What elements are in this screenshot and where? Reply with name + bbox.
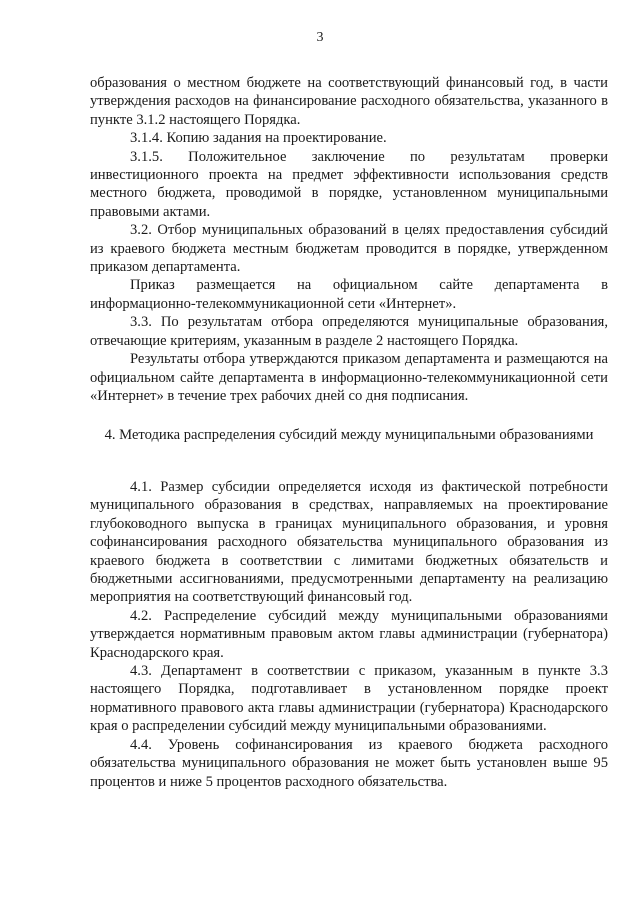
paragraph-3-1-4: 3.1.4. Копию задания на проектирование. <box>130 130 387 147</box>
paragraph-3-1-5: 3.1.5. Положительное заключение по результатам проверки инвестиционного проекта на предмет эффективности использования средств местного бюджета, проводимой в порядке, установленном муниципальными правовыми актами. <box>90 148 608 220</box>
paragraph-4-3: 4.3. Департамент в соответствии с приказом, указанным в пункте 3.3 настоящего Порядка, подготавливает в установленном порядке проект нормативного правового акта главы администрации (губернатора) Краснодарского края о распределении субсидий между муниципальными образованиями. <box>90 663 608 735</box>
paragraph-4-1: 4.1. Размер субсидии определяется исходя из фактической потребности муниципального образования в средствах, направляемых на проектирование глубоководного выпуска в границах муниципального образования, и уровня софинансирования расходного обязательства муниципального образования из краевого бюджета в соответствии с лимитами бюджетных обязательств и бюджетными ассигнованиями, предусмотренными департаменту на реализацию мероприятия на соответствующий финансовый год. <box>90 479 608 606</box>
page-number: 3 <box>316 30 324 45</box>
section-3-text <box>90 74 608 405</box>
section-4-text <box>90 478 608 791</box>
section-4-heading: 4. Методика распределения субсидий между муниципальными образованиями <box>104 427 594 443</box>
paragraph-results: Результаты отбора утверждаются приказом департамента и размещаются на официальном сайте департамента в информационно-телекоммуникационной сети «Интернет» в течение трех рабочих дней со дня подписания. <box>90 351 608 404</box>
paragraph-order-publication: Приказ размещается на официальном сайте департамента в информационно-телекоммуникационной сети «Интернет». <box>90 277 608 312</box>
paragraph-continuation: образования о местном бюджете на соответствующий финансовый год, в части утверждения расходов на финансирование расходного обязательства, указанного в пункте 3.1.2 настоящего Порядка. <box>90 75 608 128</box>
paragraph-3-2: 3.2. Отбор муниципальных образований в целях предоставления субсидий из краевого бюджета местным бюджетам проводится в порядке, утвержденном приказом департамента. <box>90 222 608 276</box>
paragraph-4-4: 4.4. Уровень софинансирования из краевого бюджета расходного обязательства муниципального образования не может быть установлен выше 95 процентов и ниже 5 процентов расходного обязательства. <box>90 736 608 790</box>
paragraph-4-2: 4.2. Распределение субсидий между муниципальными образованиями утверждается нормативным правовым актом главы администрации (губернатора) Краснодарского края. <box>90 607 608 661</box>
paragraph-3-3: 3.3. По результатам отбора определяются муниципальные образования, отвечающие критериям, указанным в разделе 2 настоящего Порядка. <box>90 314 608 349</box>
